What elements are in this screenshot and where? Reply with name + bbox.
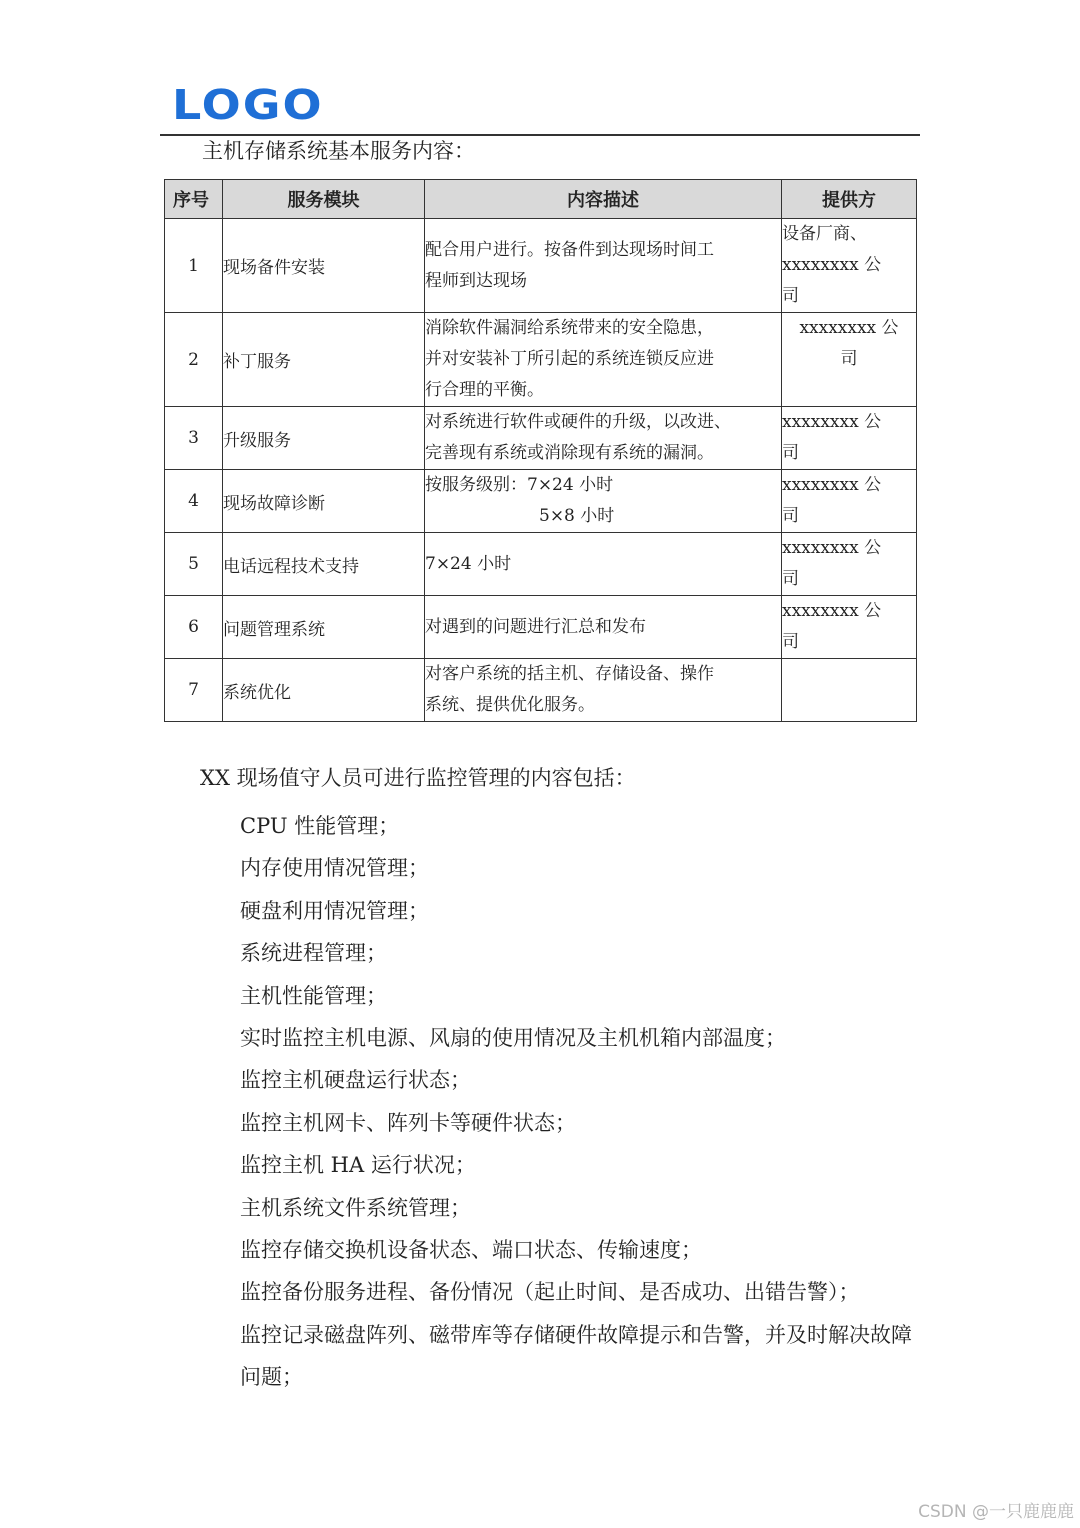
desc-line: 行合理的平衡。 xyxy=(425,380,544,400)
row-module: 系统优化 xyxy=(223,659,425,722)
list-item: CPU 性能管理； xyxy=(240,814,400,838)
list-item: 内存使用情况管理； xyxy=(240,856,429,881)
table-row xyxy=(165,470,917,533)
row-no: 7 xyxy=(165,659,223,722)
provider-line: 司 xyxy=(782,569,799,589)
provider-line: xxxxxxxx 公 xyxy=(782,412,882,432)
row-provider xyxy=(782,659,917,722)
provider-line: xxxxxxxx 公 xyxy=(782,255,882,275)
list-item: 系统进程管理； xyxy=(240,941,387,966)
provider-line: 司 xyxy=(782,286,799,306)
table-row xyxy=(165,219,917,313)
row-provider xyxy=(782,596,917,659)
table-row xyxy=(165,596,917,659)
desc-line: 消除软件漏洞给系统带来的安全隐患， xyxy=(425,318,714,338)
header-provider: 提供方 xyxy=(782,180,917,219)
service-table xyxy=(164,179,917,722)
row-module: 补丁服务 xyxy=(223,313,425,407)
provider-line: 设备厂商、 xyxy=(782,224,867,244)
provider-line: xxxxxxxx 公 xyxy=(799,318,899,338)
provider-line: xxxxxxxx 公 xyxy=(782,601,882,621)
csdn-watermark: CSDN @一只鹿鹿鹿 xyxy=(918,1502,1074,1522)
row-provider xyxy=(782,470,917,533)
row-no: 2 xyxy=(165,313,223,407)
desc-line: 完善现有系统或消除现有系统的漏洞。 xyxy=(425,443,714,463)
row-desc xyxy=(425,219,782,313)
company-logo: LOGO xyxy=(172,80,324,129)
row-no: 5 xyxy=(165,533,223,596)
table-header-row xyxy=(165,180,917,219)
desc-line: 对客户系统的括主机、存储设备、操作 xyxy=(425,664,714,684)
list-item: 主机性能管理； xyxy=(240,983,387,1008)
table-row xyxy=(165,313,917,407)
row-no: 1 xyxy=(165,219,223,313)
provider-line: xxxxxxxx 公 xyxy=(782,475,882,495)
header-desc: 内容描述 xyxy=(425,180,782,219)
section-title: 主机存储系统基本服务内容： xyxy=(202,139,475,163)
list-item: 监控主机 HA 运行状况； xyxy=(240,1153,476,1178)
header-module: 服务模块 xyxy=(223,180,425,219)
desc-line: 5×8 小时 xyxy=(539,506,615,526)
header-no: 序号 xyxy=(165,180,223,219)
row-module: 现场故障诊断 xyxy=(223,470,425,533)
row-module: 升级服务 xyxy=(223,407,425,470)
row-desc xyxy=(425,313,782,407)
table-row xyxy=(165,659,917,722)
row-module: 电话远程技术支持 xyxy=(223,533,425,596)
list-item: 监控主机硬盘运行状态； xyxy=(240,1068,471,1093)
row-desc xyxy=(425,470,782,533)
row-desc xyxy=(425,533,782,596)
row-desc xyxy=(425,407,782,470)
row-provider xyxy=(782,407,917,470)
row-desc xyxy=(425,596,782,659)
provider-line: 司 xyxy=(782,632,799,652)
desc-line: 并对安装补丁所引起的系统连锁反应进 xyxy=(425,349,714,369)
row-provider xyxy=(782,313,917,407)
row-no: 3 xyxy=(165,407,223,470)
monitor-list xyxy=(240,805,930,1399)
row-provider xyxy=(782,219,917,313)
desc-line: 7×24 小时 xyxy=(425,553,512,574)
desc-line: 对系统进行软件或硬件的升级，以改进、 xyxy=(425,412,731,432)
table-row xyxy=(165,407,917,470)
desc-line: 配合用户进行。按备件到达现场时间工 xyxy=(425,239,714,260)
list-item: 主机系统文件系统管理； xyxy=(240,1195,471,1220)
list-item: 监控主机网卡、阵列卡等硬件状态； xyxy=(240,1110,576,1135)
provider-line: 司 xyxy=(782,443,799,463)
desc-line: 对遇到的问题进行汇总和发布 xyxy=(425,616,646,637)
list-item: 监控记录磁盘阵列、磁带库等存储硬件故障提示和告警，并及时解决故障问题； xyxy=(240,1322,912,1390)
provider-line: xxxxxxxx 公 xyxy=(782,538,882,558)
provider-line: 司 xyxy=(840,349,858,369)
table-row xyxy=(165,533,917,596)
row-provider xyxy=(782,533,917,596)
desc-line: 程师到达现场 xyxy=(425,270,527,291)
provider-line: 司 xyxy=(782,506,799,526)
list-item: 硬盘利用情况管理； xyxy=(240,898,429,923)
list-item: 实时监控主机电源、风扇的使用情况及主机机箱内部温度； xyxy=(240,1026,786,1051)
list-item: 监控备份服务进程、备份情况（起止时间、是否成功、出错告警）； xyxy=(240,1280,860,1305)
monitor-intro: XX 现场值守人员可进行监控管理的内容包括： xyxy=(200,766,636,790)
row-no: 6 xyxy=(165,596,223,659)
desc-line: 系统、提供优化服务。 xyxy=(425,695,595,715)
row-module: 问题管理系统 xyxy=(223,596,425,659)
row-desc xyxy=(425,659,782,722)
list-item: 监控存储交换机设备状态、端口状态、传输速度； xyxy=(240,1238,702,1263)
row-module: 现场备件安装 xyxy=(223,219,425,313)
row-no: 4 xyxy=(165,470,223,533)
desc-line: 按服务级别：7×24 小时 xyxy=(425,475,614,495)
